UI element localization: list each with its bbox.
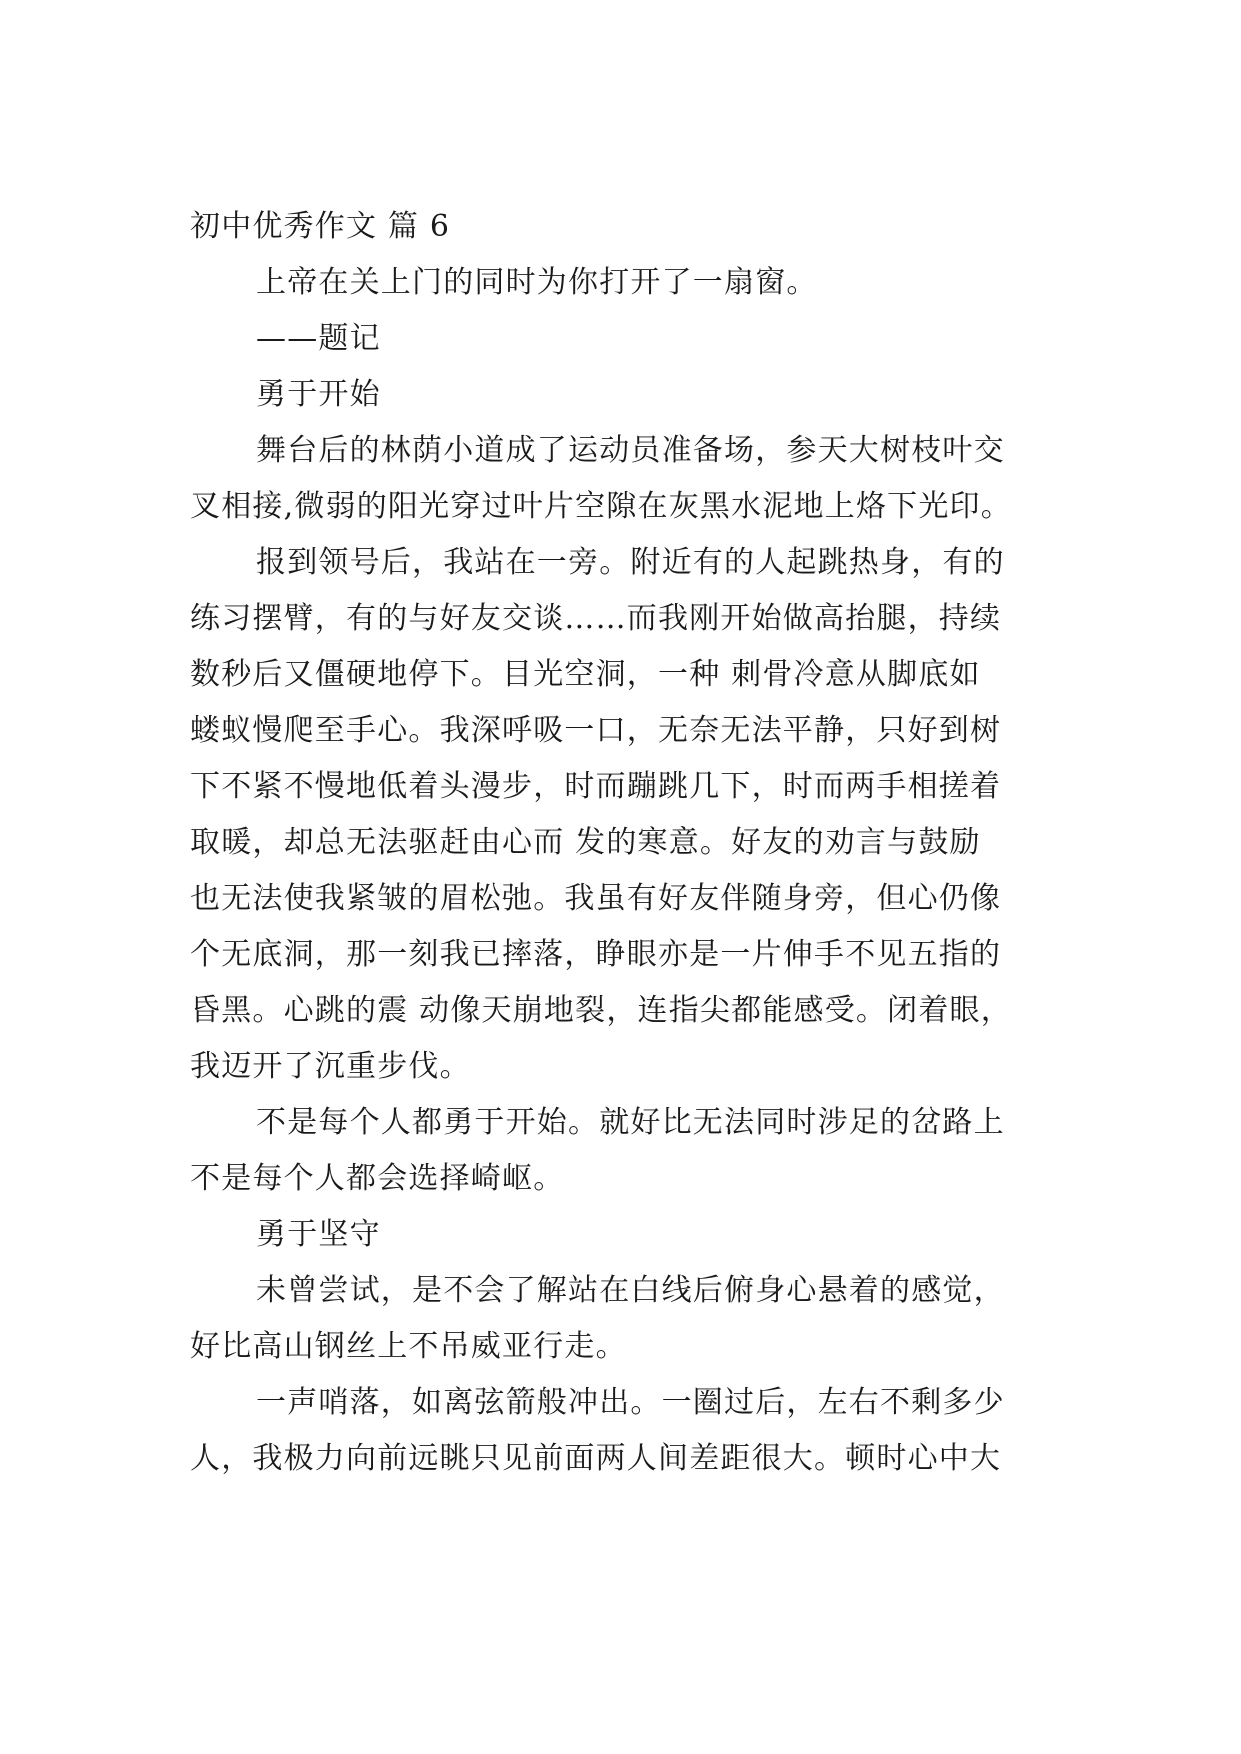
paragraph-line: 数秒后又僵硬地停下。目光空洞，一种 刺骨冷意从脚底如: [190, 657, 981, 692]
document-title: 初中优秀作文 篇 6: [190, 209, 451, 244]
paragraph-line: 也无法使我紧皱的眉松弛。我虽有好友伴随身旁，但心仍像: [190, 881, 1002, 916]
epigraph-line: 上帝在关上门的同时为你打开了一扇窗。: [256, 265, 818, 300]
paragraph-line: 人，我极力向前远眺只见前面两人间差距很大。顿时心中大: [190, 1441, 1002, 1476]
paragraph-line: 舞台后的林荫小道成了运动员准备场，参天大树枝叶交: [256, 433, 1005, 468]
paragraph-line: 叉相接,微弱的阳光穿过叶片空隙在灰黑水泥地上烙下光印。: [190, 489, 1012, 524]
paragraph-line: 个无底洞，那一刻我已摔落，睁眼亦是一片伸手不见五指的: [190, 937, 1002, 972]
paragraph-line: 下不紧不慢地低着头漫步，时而蹦跳几下，时而两手相搓着: [190, 769, 1002, 804]
paragraph-line: 蝼蚁慢爬至手心。我深呼吸一口，无奈无法平静，只好到树: [190, 713, 1002, 748]
epigraph-attribution: ——题记: [256, 321, 381, 356]
paragraph-line: 一声哨落，如离弦箭般冲出。一圈过后，左右不剩多少: [256, 1385, 1005, 1420]
section-heading: 勇于坚守: [256, 1217, 381, 1252]
paragraph-line: 取暖，却总无法驱赶由心而 发的寒意。好友的劝言与鼓励: [190, 825, 981, 860]
paragraph-line: 昏黑。心跳的震 动像天崩地裂，连指尖都能感受。闭着眼，: [190, 993, 1012, 1028]
paragraph-line: 未曾尝试，是不会了解站在白线后俯身心悬着的感觉，: [256, 1273, 1005, 1308]
paragraph-line: 报到领号后，我站在一旁。附近有的人起跳热身，有的: [256, 545, 1005, 580]
paragraph-line: 好比高山钢丝上不吊威亚行走。: [190, 1329, 627, 1364]
paragraph-line: 不是每个人都勇于开始。就好比无法同时涉足的岔路上: [256, 1105, 1005, 1140]
paragraph-line: 练习摆臂，有的与好友交谈……而我刚开始做高抬腿，持续: [190, 601, 1002, 636]
paragraph-line: 我迈开了沉重步伐。: [190, 1049, 471, 1084]
paragraph-line: 不是每个人都会选择崎岖。: [190, 1161, 565, 1196]
section-heading: 勇于开始: [256, 377, 381, 412]
